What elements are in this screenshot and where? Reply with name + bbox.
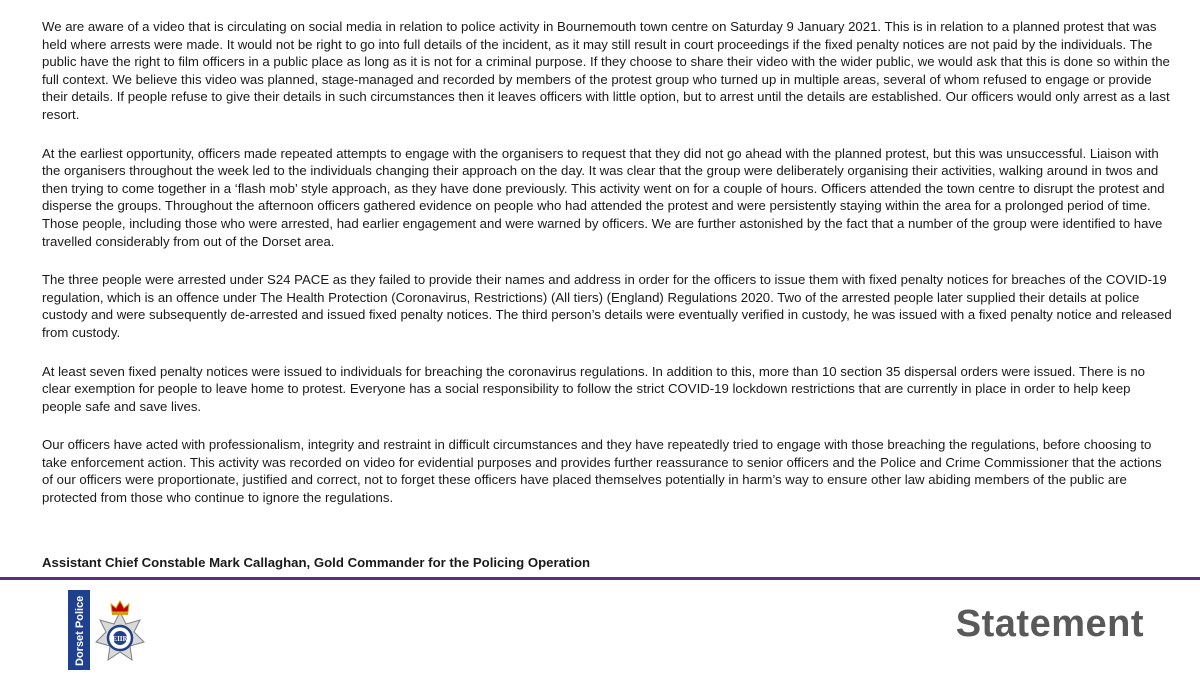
- signature-line: Assistant Chief Constable Mark Callaghan, Gold Commander for the Policing Operation: [42, 555, 591, 570]
- police-star-badge-icon: [96, 612, 144, 660]
- footer-divider: [0, 577, 1200, 580]
- paragraph-2: At the earliest opportunity, officers made repeated attempts to engage with the organisers to request that they did not go ahead with the planned protest, but this was unsuccessful. Liaison with the organisers throughout the week led to the individuals changing their approach on the day. It was clear that the group were deliberately organising their activities, walking around in twos and then trying to come together in a ‘flash mob’ style approach, as they have done previously. This activity went on for a couple of hours. Officers attended the town centre to disrupt the protest and disperse the groups. Throughout the afternoon officers gathered evidence on people who had attended the protest and were persistently staying within the area for a prolonged period of time. Those people, including those who were arrested, had earlier engagement and were warned by officers. We are further astonished by the fact that a number of the group were identified to have travelled considerably from out of the Dorset area.: [42, 145, 1165, 249]
- statement-body: [42, 18, 1172, 528]
- statement-title: Statement: [955, 603, 1144, 645]
- crown-icon: [111, 601, 129, 615]
- logo-text: Dorset Police: [74, 595, 86, 666]
- dorset-police-logo: [68, 590, 148, 670]
- royal-cipher: EIIR: [112, 635, 128, 643]
- paragraph-3: The three people were arrested under S24 PACE as they failed to provide their names and address in order for the officers to issue them with fixed penalty notices for breaches of the COVID-19 regulation, which is an offence under The Health Protection (Coronavirus, Restrictions) (All tiers) (England) Regulations 2020. Two of the arrested people later supplied their details at police custody and were subsequently de-arrested and issued fixed penalty notices. The third person’s details were eventually verified in custody, he was issued with a fixed penalty notice and released from custody.: [42, 272, 1172, 340]
- paragraph-4: At least seven fixed penalty notices were issued to individuals for breaching the coronavirus regulations. In addition to this, more than 10 section 35 dispersal orders were issued. There is no clear exemption for people to leave home to protest. Everyone has a social responsibility to follow the strict COVID-19 lockdown restrictions that are currently in place in order to help keep people safe and save lives.: [42, 363, 1145, 414]
- paragraph-1: We are aware of a video that is circulating on social media in relation to police activity in Bournemouth town centre on Saturday 9 January 2021. This is in relation to a planned protest that was held where arrests were made. It would not be right to go into full details of the incident, as it may still result in court proceedings if the fixed penalty notices are not paid by the individuals. The public have the right to film officers in a public place as long as it is not for a criminal purpose. If they choose to share their video with the wider public, we would ask that this is done so within the full context. We believe this video was planned, stage-managed and recorded by members of the protest group who turned up in multiple areas, several of whom refused to engage or provide their details. If people refuse to give their details in such circumstances then it leaves officers with little option, but to arrest until the details are established. Our officers would only arrest as a last resort.: [42, 19, 1170, 122]
- paragraph-5: Our officers have acted with professionalism, integrity and restraint in difficult circumstances and they have repeatedly tried to engage with those breaching the regulations, before choosing to take enforcement action. This activity was recorded on video for evidential purposes and provides further reassurance to senior officers and the Police and Crime Commissioner that the actions of our officers were proportionate, justified and correct, not to forget these officers have placed themselves potentially in harm’s way to ensure other law abiding members of the public are protected from those who continue to ignore the regulations.: [42, 437, 1162, 506]
